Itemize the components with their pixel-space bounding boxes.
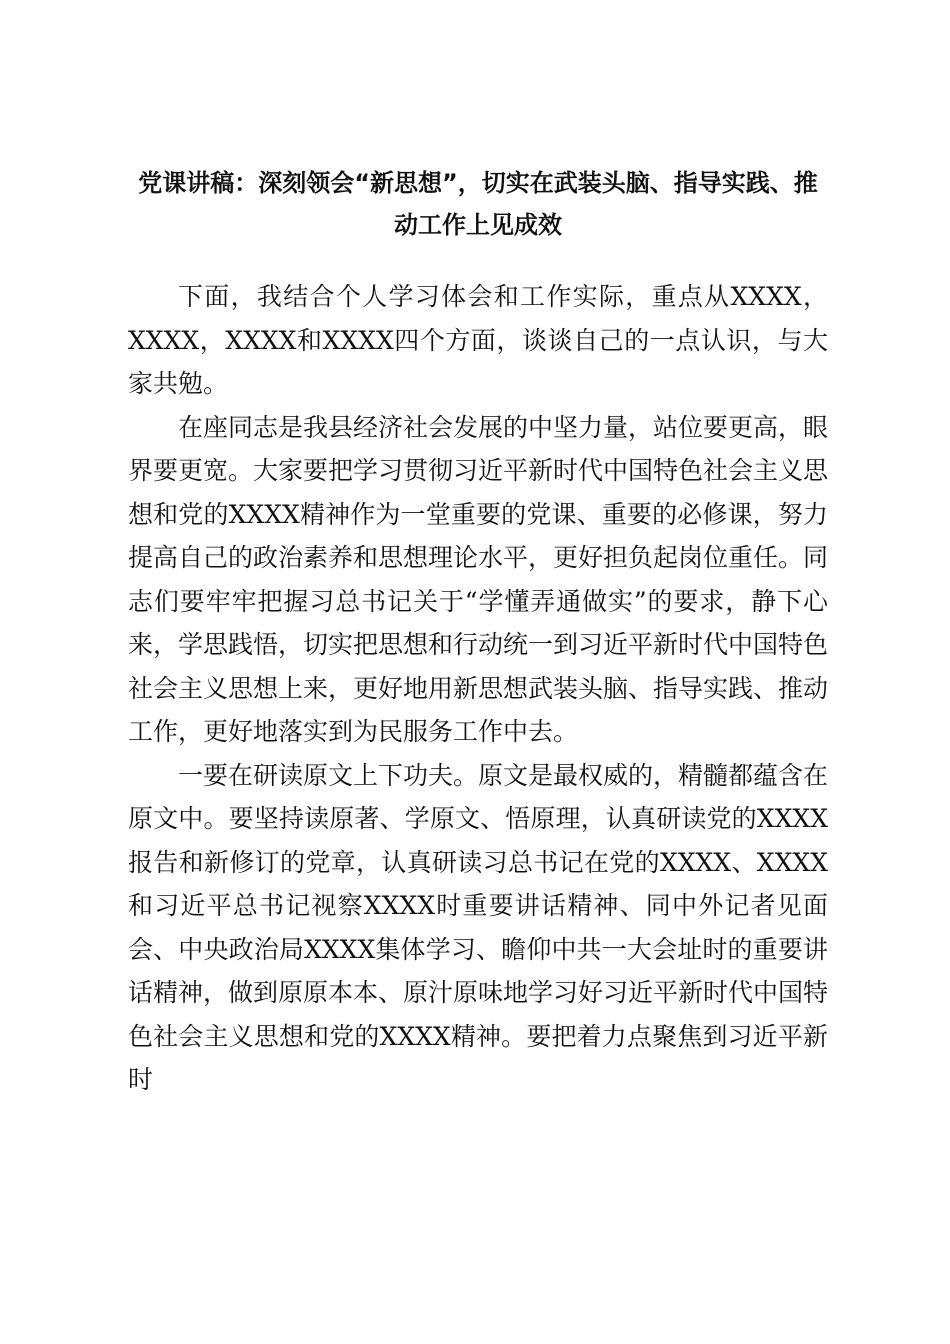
paragraph-audience: 在座同志是我县经济社会发展的中坚力量，站位要更高，眼界要更宽。大家要把学习贯彻习近平新时代中国特色社会主义思想和党的XXXX精神作为一堂重要的党课、重要的必修课，努力提高自己的政治素养和思想理论水平，更好担负起岗位重任。同志们要牢牢把握习总书记关于“学懂弄通做实”的要求，静下心来，学思践悟，切实把思想和行动统一到习近平新时代中国特色社会主义思想上来，更好地用新思想武装头脑、指导实践、推动工作，更好地落实到为民服务工作中去。 [128, 412, 829, 746]
paragraph-intro: 下面，我结合个人学习体会和工作实际，重点从XXXX，XXXX，XXXX和XXXX四个方面，谈谈自己的一点认识，与大家共勉。 [128, 282, 828, 398]
document-title: 党课讲稿：深刻领会“新思想”，切实在武装头脑、指导实践、推动工作上见成效 [138, 169, 818, 239]
document-body [128, 275, 828, 1102]
paragraph-study-original: 一要在研读原文上下功夫。原文是最权威的，精髓都蕴含在原文中。要坚持读原著、学原文、悟原理，认真研读党的XXXX报告和新修订的党章，认真研读习总书记在党的XXXX、XXXX和习近平总书记视察XXXX时重要讲话精神、同中外记者见面会、中央政治局XXXX集体学习、瞻仰中共一大会址时的重要讲话精神，做到原原本本、原汁原味地学习好习近平新时代中国特色社会主义思想和党的XXXX精神。要把着力点聚焦到习近平新时 [128, 760, 829, 1094]
